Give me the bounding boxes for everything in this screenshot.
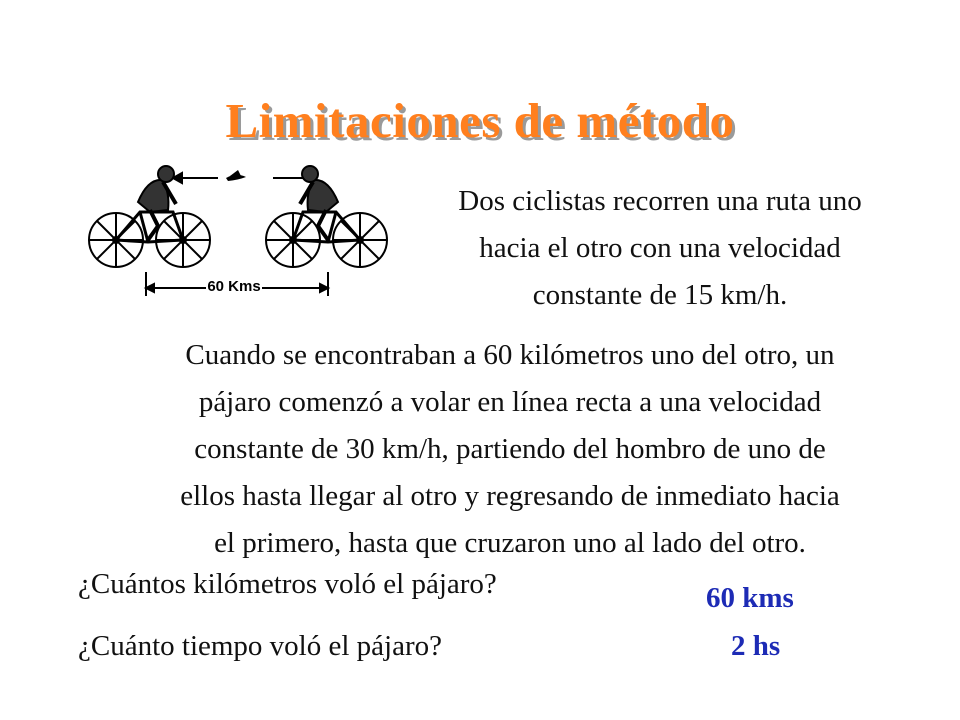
cyclists-bird-illustration — [78, 160, 398, 300]
question-distance: ¿Cuántos kilómetros voló el pájaro? — [78, 568, 497, 600]
right-cyclist-icon — [266, 166, 387, 267]
distance-label: 60 Kms — [207, 278, 261, 295]
answer-distance: 60 kms — [706, 582, 794, 614]
answer-time: 2 hs — [731, 630, 781, 662]
intro-line: hacia el otro con una velocidad — [479, 232, 841, 264]
story-line: ellos hasta llegar al otro y regresando de inmediato hacia — [180, 480, 840, 512]
intro-line: Dos ciclistas recorren una ruta uno — [458, 185, 862, 217]
left-cyclist-icon — [89, 166, 210, 267]
story-line: constante de 30 km/h, partiendo del hombro de uno de — [194, 433, 826, 465]
intro-paragraph — [380, 178, 940, 319]
slide-title: Limitaciones de método — [225, 93, 735, 148]
intro-line: constante de 15 km/h. — [532, 279, 788, 311]
story-paragraph — [70, 332, 950, 567]
story-line: el primero, hasta que cruzaron uno al lado del otro. — [214, 527, 806, 559]
story-line: pájaro comenzó a volar en línea recta a una velocidad — [198, 386, 822, 418]
question-time: ¿Cuánto tiempo voló el pájaro? — [78, 630, 443, 662]
story-line: Cuando se encontraban a 60 kilómetros uno del otro, un — [185, 339, 835, 371]
bird-icon — [226, 170, 246, 181]
